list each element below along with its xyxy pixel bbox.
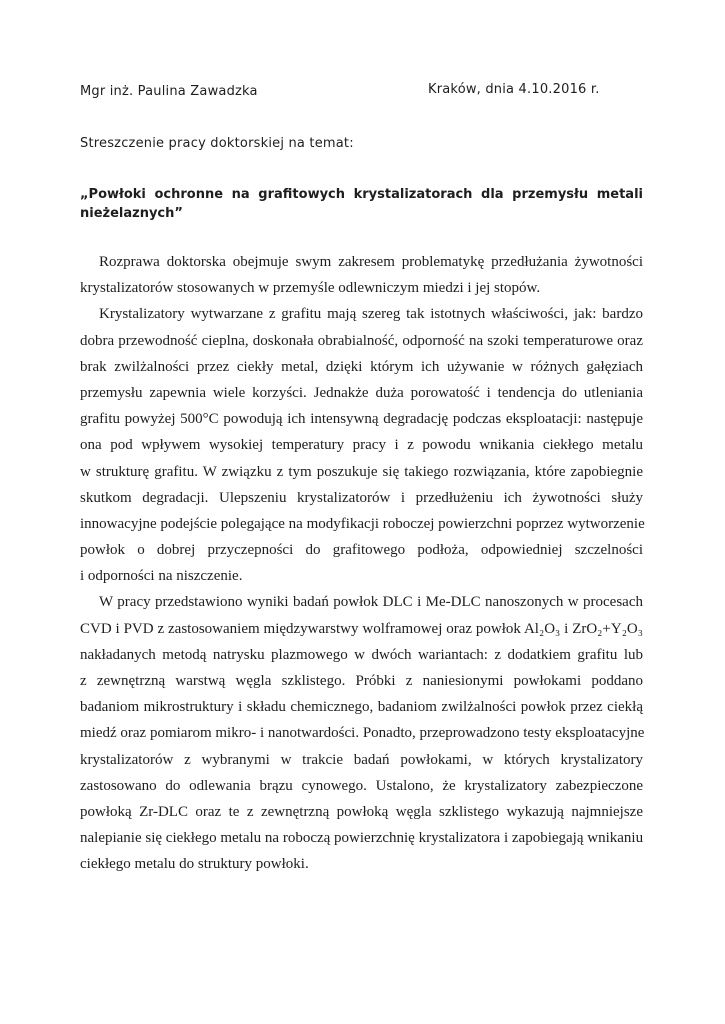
- paragraph-3-line: badaniom mikrostruktury i składu chemicznego, badaniom zwilżalności powłok przez ciekłą: [80, 699, 643, 716]
- thesis-title-line-1: „Powłoki ochronne na grafitowych krystalizatorach dla przemysłu metali: [80, 187, 643, 202]
- abstract-body: [80, 249, 643, 878]
- thesis-title-line-2: nieżelaznych”: [80, 206, 183, 221]
- paragraph-2-line: grafitu powyżej 500°C powodują ich intensywną degradację podczas eksploatacji: następuje: [80, 411, 643, 428]
- paragraph-2-line: ona pod wpływem wysokiej temperatury pracy i z powodu wnikania ciekłego metalu: [80, 437, 643, 454]
- abstract-intro: Streszczenie pracy doktorskiej na temat:: [80, 136, 354, 151]
- paragraph-3-line: ciekłego metalu do struktury powłoki.: [80, 856, 309, 873]
- paragraph-3-line: powłoką Zr-DLC oraz te z zewnętrzną powłoką węgla szklistego wykazują najmniejsze: [80, 803, 643, 820]
- paragraph-3-line: zastosowano do odlewania brązu cynowego. Ustalono, że krystalizatory zabezpieczone: [80, 777, 643, 794]
- paragraph-3-line: W pracy przedstawiono wyniki badań powłok DLC i Me-DLC nanoszonych w procesach: [99, 594, 643, 611]
- paragraph-3-line: miedź oraz pomiarom mikro- i nanotwardości. Ponadto, przeprowadzono testy eksploatacyjne: [80, 725, 645, 742]
- paragraph-2-line: Krystalizatory wytwarzane z grafitu mają szereg tak istotnych właściwości, jak: bardzo: [99, 306, 643, 323]
- paragraph-3-line: nakładanych metodą natrysku plazmowego w dwóch wariantach: z dodatkiem grafitu lub: [80, 646, 643, 663]
- paragraph-3-line: nalepianie się ciekłego metalu na roboczą powierzchnię krystalizatora i zapobiegają wnikaniu: [80, 830, 644, 847]
- paragraph-2-line: dobra przewodność cieplna, doskonała obrabialność, odporność na szoki temperaturowe oraz: [80, 332, 643, 349]
- paragraph-2-line: skutkom degradacji. Ulepszeniu krystalizatorów i przedłużeniu ich żywotności służy: [80, 489, 643, 506]
- paragraph-2-line: brak zwilżalności przez ciekły metal, dzięki którym ich używanie w różnych gałęziach: [80, 358, 643, 375]
- paragraph-3-line: CVD i PVD z zastosowaniem międzywarstwy wolframowej oraz powłok Al₂O₃ i ZrO₂+Y₂O₃: [80, 620, 643, 637]
- paragraph-2-line: i odporności na niszczenie.: [80, 568, 243, 585]
- paragraph-1-line: krystalizatorów stosowanych w przemyśle odlewniczym miedzi i jej stopów.: [80, 280, 541, 297]
- author-name: Mgr inż. Paulina Zawadzka: [80, 84, 258, 99]
- thesis-title: [80, 185, 643, 223]
- paragraph-2-line: przemysłu zapewnia wiele korzyści. Jednakże duża porowatość i tendencja do utleniania: [80, 384, 643, 401]
- paragraph-2-line: innowacyjne podejście polegające na modyfikacji roboczej powierzchni poprzez wytworzenie: [80, 515, 645, 532]
- paragraph-2-line: powłok o dobrej przyczepności do grafitowego podłoża, odpowiedniej szczelności: [80, 542, 643, 559]
- paragraph-3-line: krystalizatorów z wybranymi w trakcie badań powłokami, w których krystalizatory: [80, 751, 643, 768]
- place-and-date: Kraków, dnia 4.10.2016 r.: [428, 82, 600, 97]
- paragraph-3-line: z zewnętrzną warstwą węgla szklistego. Próbki z naniesionymi powłokami poddano: [80, 673, 643, 689]
- paragraph-2-line: w strukturę grafitu. W związku z tym poszukuje się takiego rozwiązania, które zapobiegnie: [80, 463, 643, 480]
- paragraph-1-line: Rozprawa doktorska obejmuje swym zakresem problematykę przedłużania żywotności: [99, 254, 643, 270]
